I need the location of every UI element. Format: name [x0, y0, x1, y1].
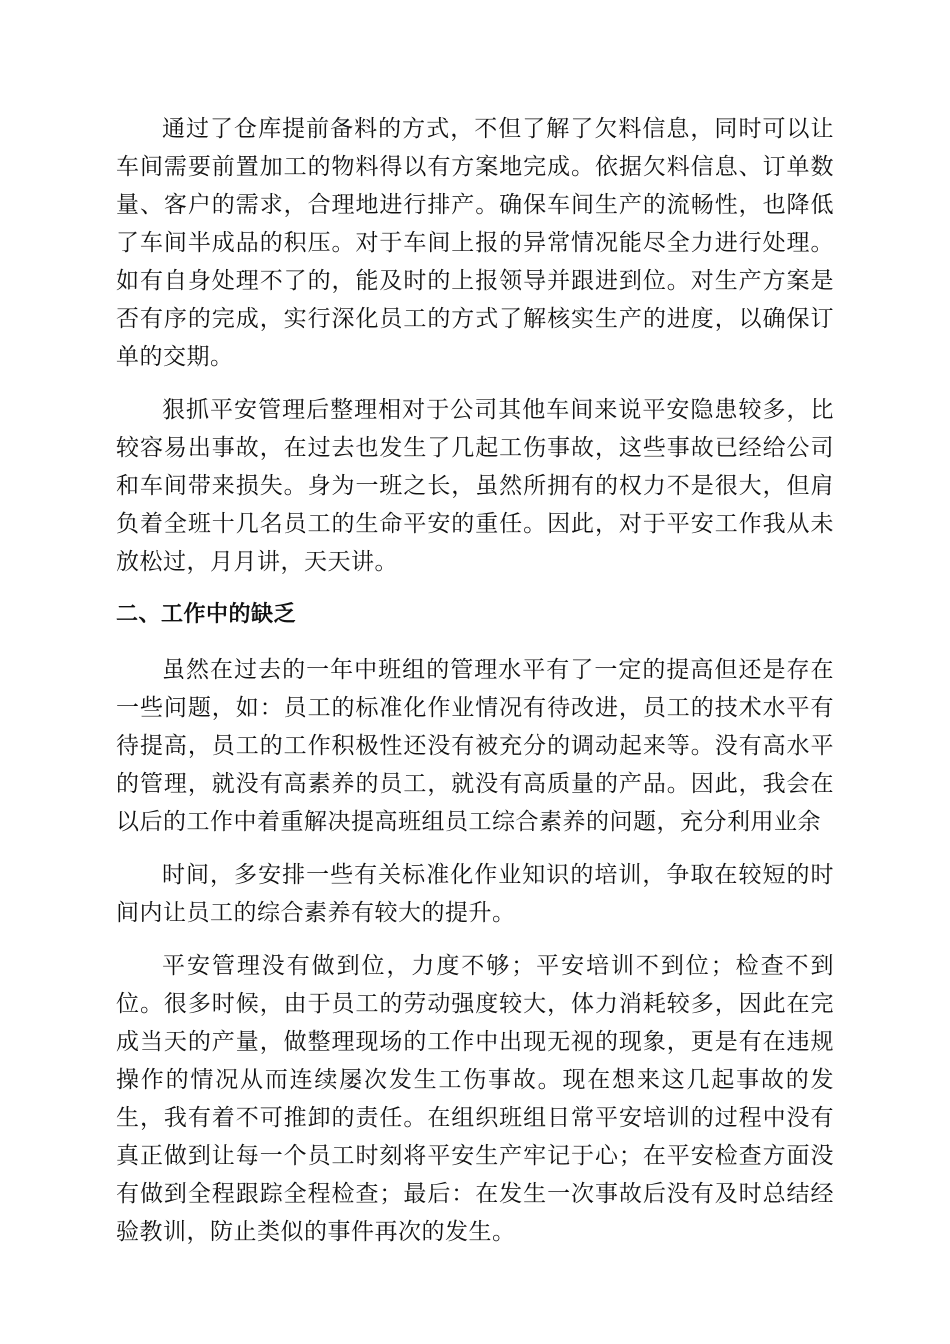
- document-body: [116, 110, 834, 1266]
- paragraph-warehouse-prep: 通过了仓库提前备料的方式，不但了解了欠料信息，同时可以让车间需要前置加工的物料得以有方案地完成。依据欠料信息、订单数量、客户的需求，合理地进行排产。确保车间生产的流畅性，也降低了车间半成品的积压。对于车间上报的异常情况能尽全力进行处理。如有自身处理不了的，能及时的上报领导并跟进到位。对生产方案是否有序的完成，实行深化员工的方式了解核实生产的进度，以确保订单的交期。: [116, 116, 834, 370]
- paragraph-training-plan: 时间，多安排一些有关标准化作业知识的培训，争取在较短的时间内让员工的综合素养有较大的提升。: [116, 862, 834, 926]
- paragraph-shortcomings: 虽然在过去的一年中班组的管理水平有了一定的提高但还是存在一些问题，如：员工的标准化作业情况有待改进，员工的技术水平有待提高，员工的工作积极性还没有被充分的调动起来等。没有高水平的管理，就没有高素养的员工，就没有高质量的产品。因此，我会在以后的工作中着重解决提高班组员工综合素养的问题，充分利用业余: [116, 657, 834, 835]
- section-heading: 二、工作中的缺乏: [116, 602, 297, 627]
- paragraph-safety-shortcomings: 平安管理没有做到位，力度不够；平安培训不到位；检查不到位。很多时候，由于员工的劳动强度较大，体力消耗较多，因此在完成当天的产量，做整理现场的工作中出现无视的现象，更是有在违规操作的情况从而连续屡次发生工伤事故。现在想来这几起事故的发生，我有着不可推卸的责任。在组织班组日常平安培训的过程中没有真正做到让每一个员工时刻将平安生产牢记于心；在平安检查方面没有做到全程跟踪全程检查；最后：在发生一次事故后没有及时总结经验教训，防止类似的事件再次的发生。: [116, 953, 834, 1245]
- paragraph-safety-management: 狠抓平安管理后整理相对于公司其他车间来说平安隐患较多，比较容易出事故，在过去也发生了几起工伤事故，这些事故已经给公司和车间带来损失。身为一班之长，虽然所拥有的权力不是很大，但肩负着全班十几名员工的生命平安的重任。因此，对于平安工作我从未放松过，月月讲，天天讲。: [116, 397, 834, 575]
